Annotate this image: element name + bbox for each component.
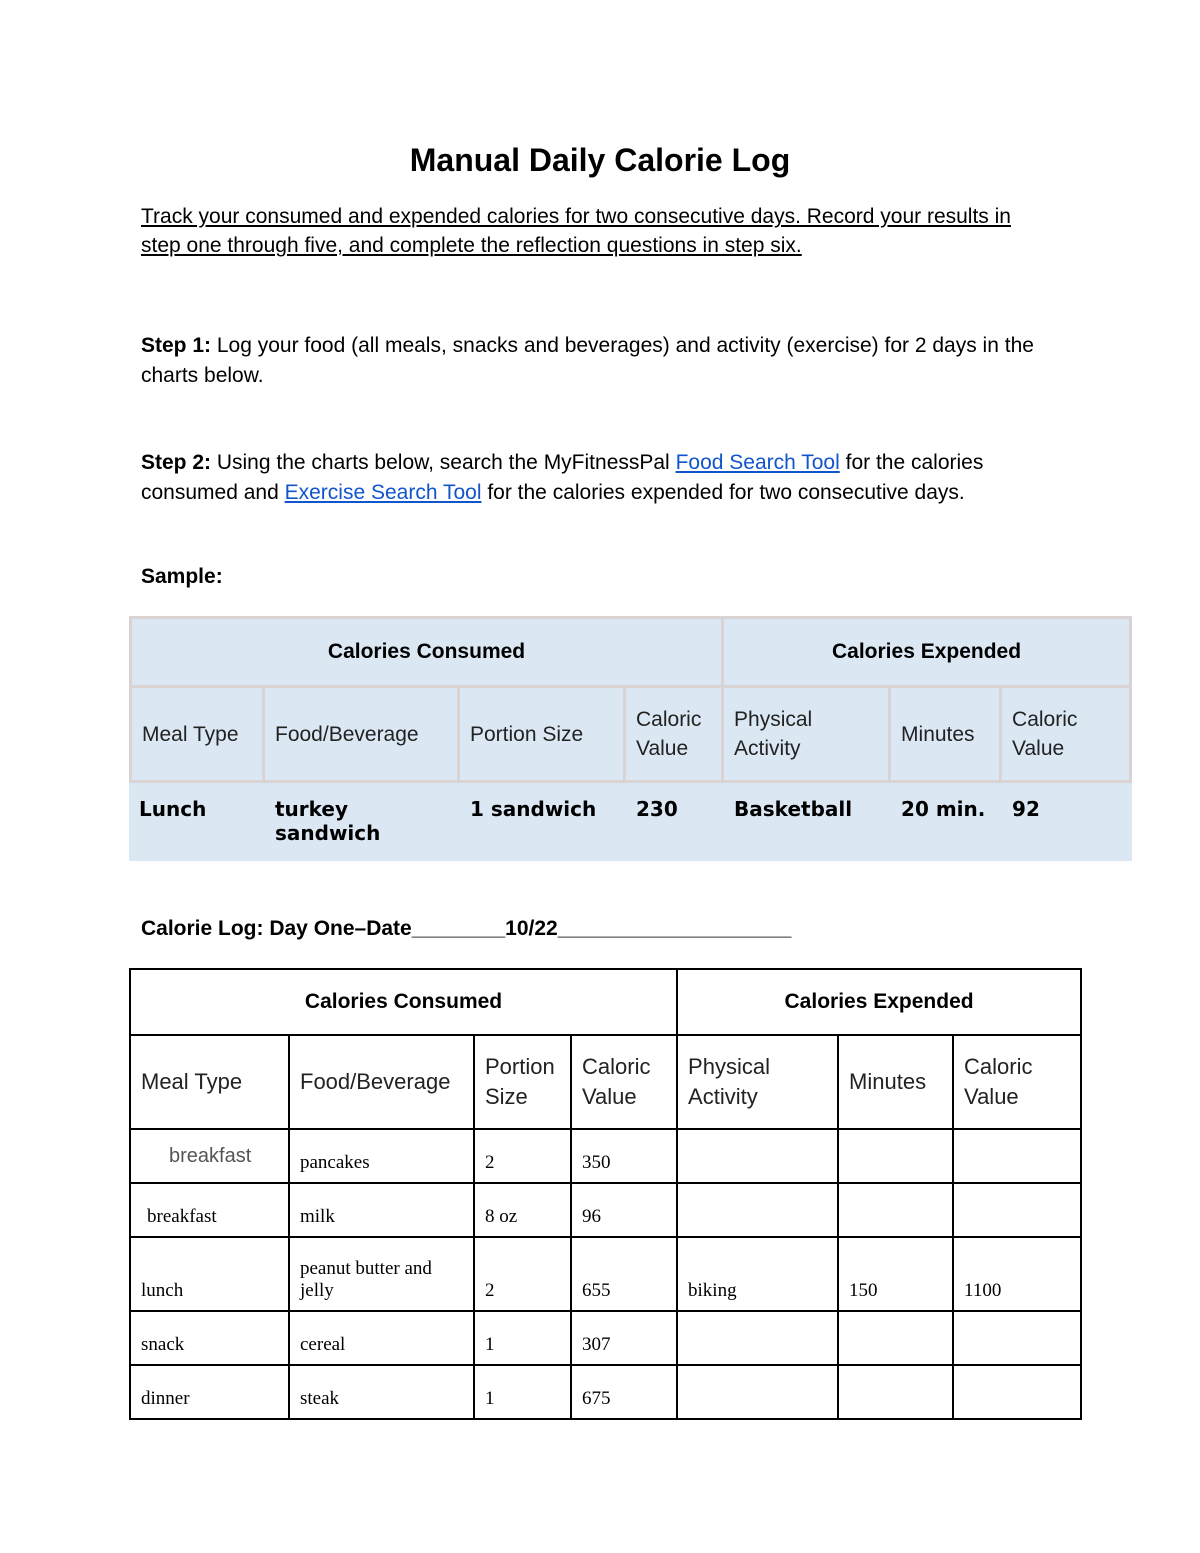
log-col-portion-size: Portion Size	[474, 1035, 571, 1129]
table-cell[interactable]: cereal	[289, 1311, 474, 1365]
table-cell[interactable]: 1100	[953, 1237, 1081, 1311]
day-one-heading: Calorie Log: Day One–Date________10/22____________________	[141, 917, 792, 940]
step-1-label: Step 1:	[141, 334, 212, 357]
sample-cell: 20 min.	[891, 783, 1002, 861]
step-2	[141, 448, 1041, 507]
table-cell[interactable]: 96	[571, 1183, 677, 1237]
table-cell[interactable]	[677, 1365, 838, 1419]
sample-cell: 230	[626, 783, 724, 861]
sample-col-portion-size: Portion Size	[460, 685, 626, 783]
sample-header-expended: Calories Expended	[724, 616, 1132, 685]
table-cell[interactable]: 350	[571, 1129, 677, 1183]
table-cell[interactable]: 2	[474, 1237, 571, 1311]
table-cell[interactable]: breakfast	[130, 1183, 289, 1237]
sample-header-consumed: Calories Consumed	[129, 616, 724, 685]
sample-table	[129, 616, 1132, 861]
table-cell[interactable]: 8 oz	[474, 1183, 571, 1237]
table-row	[130, 1129, 1081, 1183]
exercise-search-tool-link[interactable]: Exercise Search Tool	[284, 480, 482, 504]
sample-cell: turkey sandwich	[265, 783, 460, 861]
log-col-food-beverage: Food/Beverage	[289, 1035, 474, 1129]
table-cell[interactable]: breakfast	[130, 1129, 289, 1183]
log-col-caloric-value: Caloric Value	[571, 1035, 677, 1129]
table-cell[interactable]: 1	[474, 1365, 571, 1419]
table-cell[interactable]: 1	[474, 1311, 571, 1365]
sample-cell: 92	[1002, 783, 1132, 861]
step-2-text-c: for the calories expended for two consecutive days.	[481, 480, 965, 504]
intro-text: Track your consumed and expended calories for two consecutive days. Record your results in step one through five, and complete the reflection questions in step six.	[141, 205, 1011, 257]
table-cell[interactable]: snack	[130, 1311, 289, 1365]
log-col-physical-activity: Physical Activity	[677, 1035, 838, 1129]
table-cell[interactable]	[953, 1311, 1081, 1365]
sample-col-minutes: Minutes	[891, 685, 1002, 783]
step-2-text-a: Using the charts below, search the MyFitnessPal	[211, 451, 676, 474]
table-cell[interactable]: milk	[289, 1183, 474, 1237]
table-cell[interactable]	[953, 1129, 1081, 1183]
sample-col-caloric-value-expended: Caloric Value	[1002, 685, 1132, 783]
table-cell[interactable]	[838, 1311, 953, 1365]
log-col-caloric-value-expended: Caloric Value	[953, 1035, 1081, 1129]
table-cell[interactable]: lunch	[130, 1237, 289, 1311]
table-cell[interactable]	[677, 1183, 838, 1237]
table-cell[interactable]: steak	[289, 1365, 474, 1419]
sample-col-meal-type: Meal Type	[129, 685, 265, 783]
step-2-label: Step 2:	[141, 451, 212, 474]
food-search-tool-link[interactable]: Food Search Tool	[675, 451, 840, 474]
table-cell[interactable]	[838, 1183, 953, 1237]
sample-row	[129, 783, 1132, 861]
table-cell[interactable]	[838, 1129, 953, 1183]
table-row	[130, 1237, 1081, 1311]
step-1-text: Log your food (all meals, snacks and beverages) and activity (exercise) for 2 days in the charts below.	[141, 334, 1034, 387]
table-cell[interactable]: biking	[677, 1237, 838, 1311]
sample-cell: Basketball	[724, 783, 891, 861]
sample-cell: Lunch	[129, 783, 265, 861]
step-1	[141, 331, 1041, 390]
log-col-minutes: Minutes	[838, 1035, 953, 1129]
sample-col-physical-activity: Physical Activity	[724, 685, 891, 783]
table-cell[interactable]	[838, 1365, 953, 1419]
table-cell[interactable]: 307	[571, 1311, 677, 1365]
sample-col-caloric-value: Caloric Value	[626, 685, 724, 783]
table-cell[interactable]	[677, 1311, 838, 1365]
log-col-meal-type: Meal Type	[130, 1035, 289, 1129]
table-row	[130, 1183, 1081, 1237]
table-row	[130, 1365, 1081, 1419]
table-cell[interactable]: 675	[571, 1365, 677, 1419]
day-one-log-table	[129, 968, 1082, 1420]
sample-col-food-beverage: Food/Beverage	[265, 685, 460, 783]
table-cell[interactable]: pancakes	[289, 1129, 474, 1183]
sample-cell: 1 sandwich	[460, 783, 626, 861]
table-cell[interactable]: 655	[571, 1237, 677, 1311]
table-cell[interactable]	[953, 1183, 1081, 1237]
table-row	[130, 1311, 1081, 1365]
table-cell[interactable]: 2	[474, 1129, 571, 1183]
sample-label: Sample:	[141, 565, 223, 588]
table-cell[interactable]	[953, 1365, 1081, 1419]
table-cell[interactable]: 150	[838, 1237, 953, 1311]
page-title: Manual Daily Calorie Log	[409, 142, 791, 178]
table-cell[interactable]: dinner	[130, 1365, 289, 1419]
table-cell[interactable]	[677, 1129, 838, 1183]
table-cell[interactable]: peanut butter and jelly	[289, 1237, 474, 1311]
step-2-text-b: for the calories consumed and	[141, 451, 984, 504]
log-header-expended: Calories Expended	[677, 969, 1081, 1035]
log-header-consumed: Calories Consumed	[130, 969, 677, 1035]
